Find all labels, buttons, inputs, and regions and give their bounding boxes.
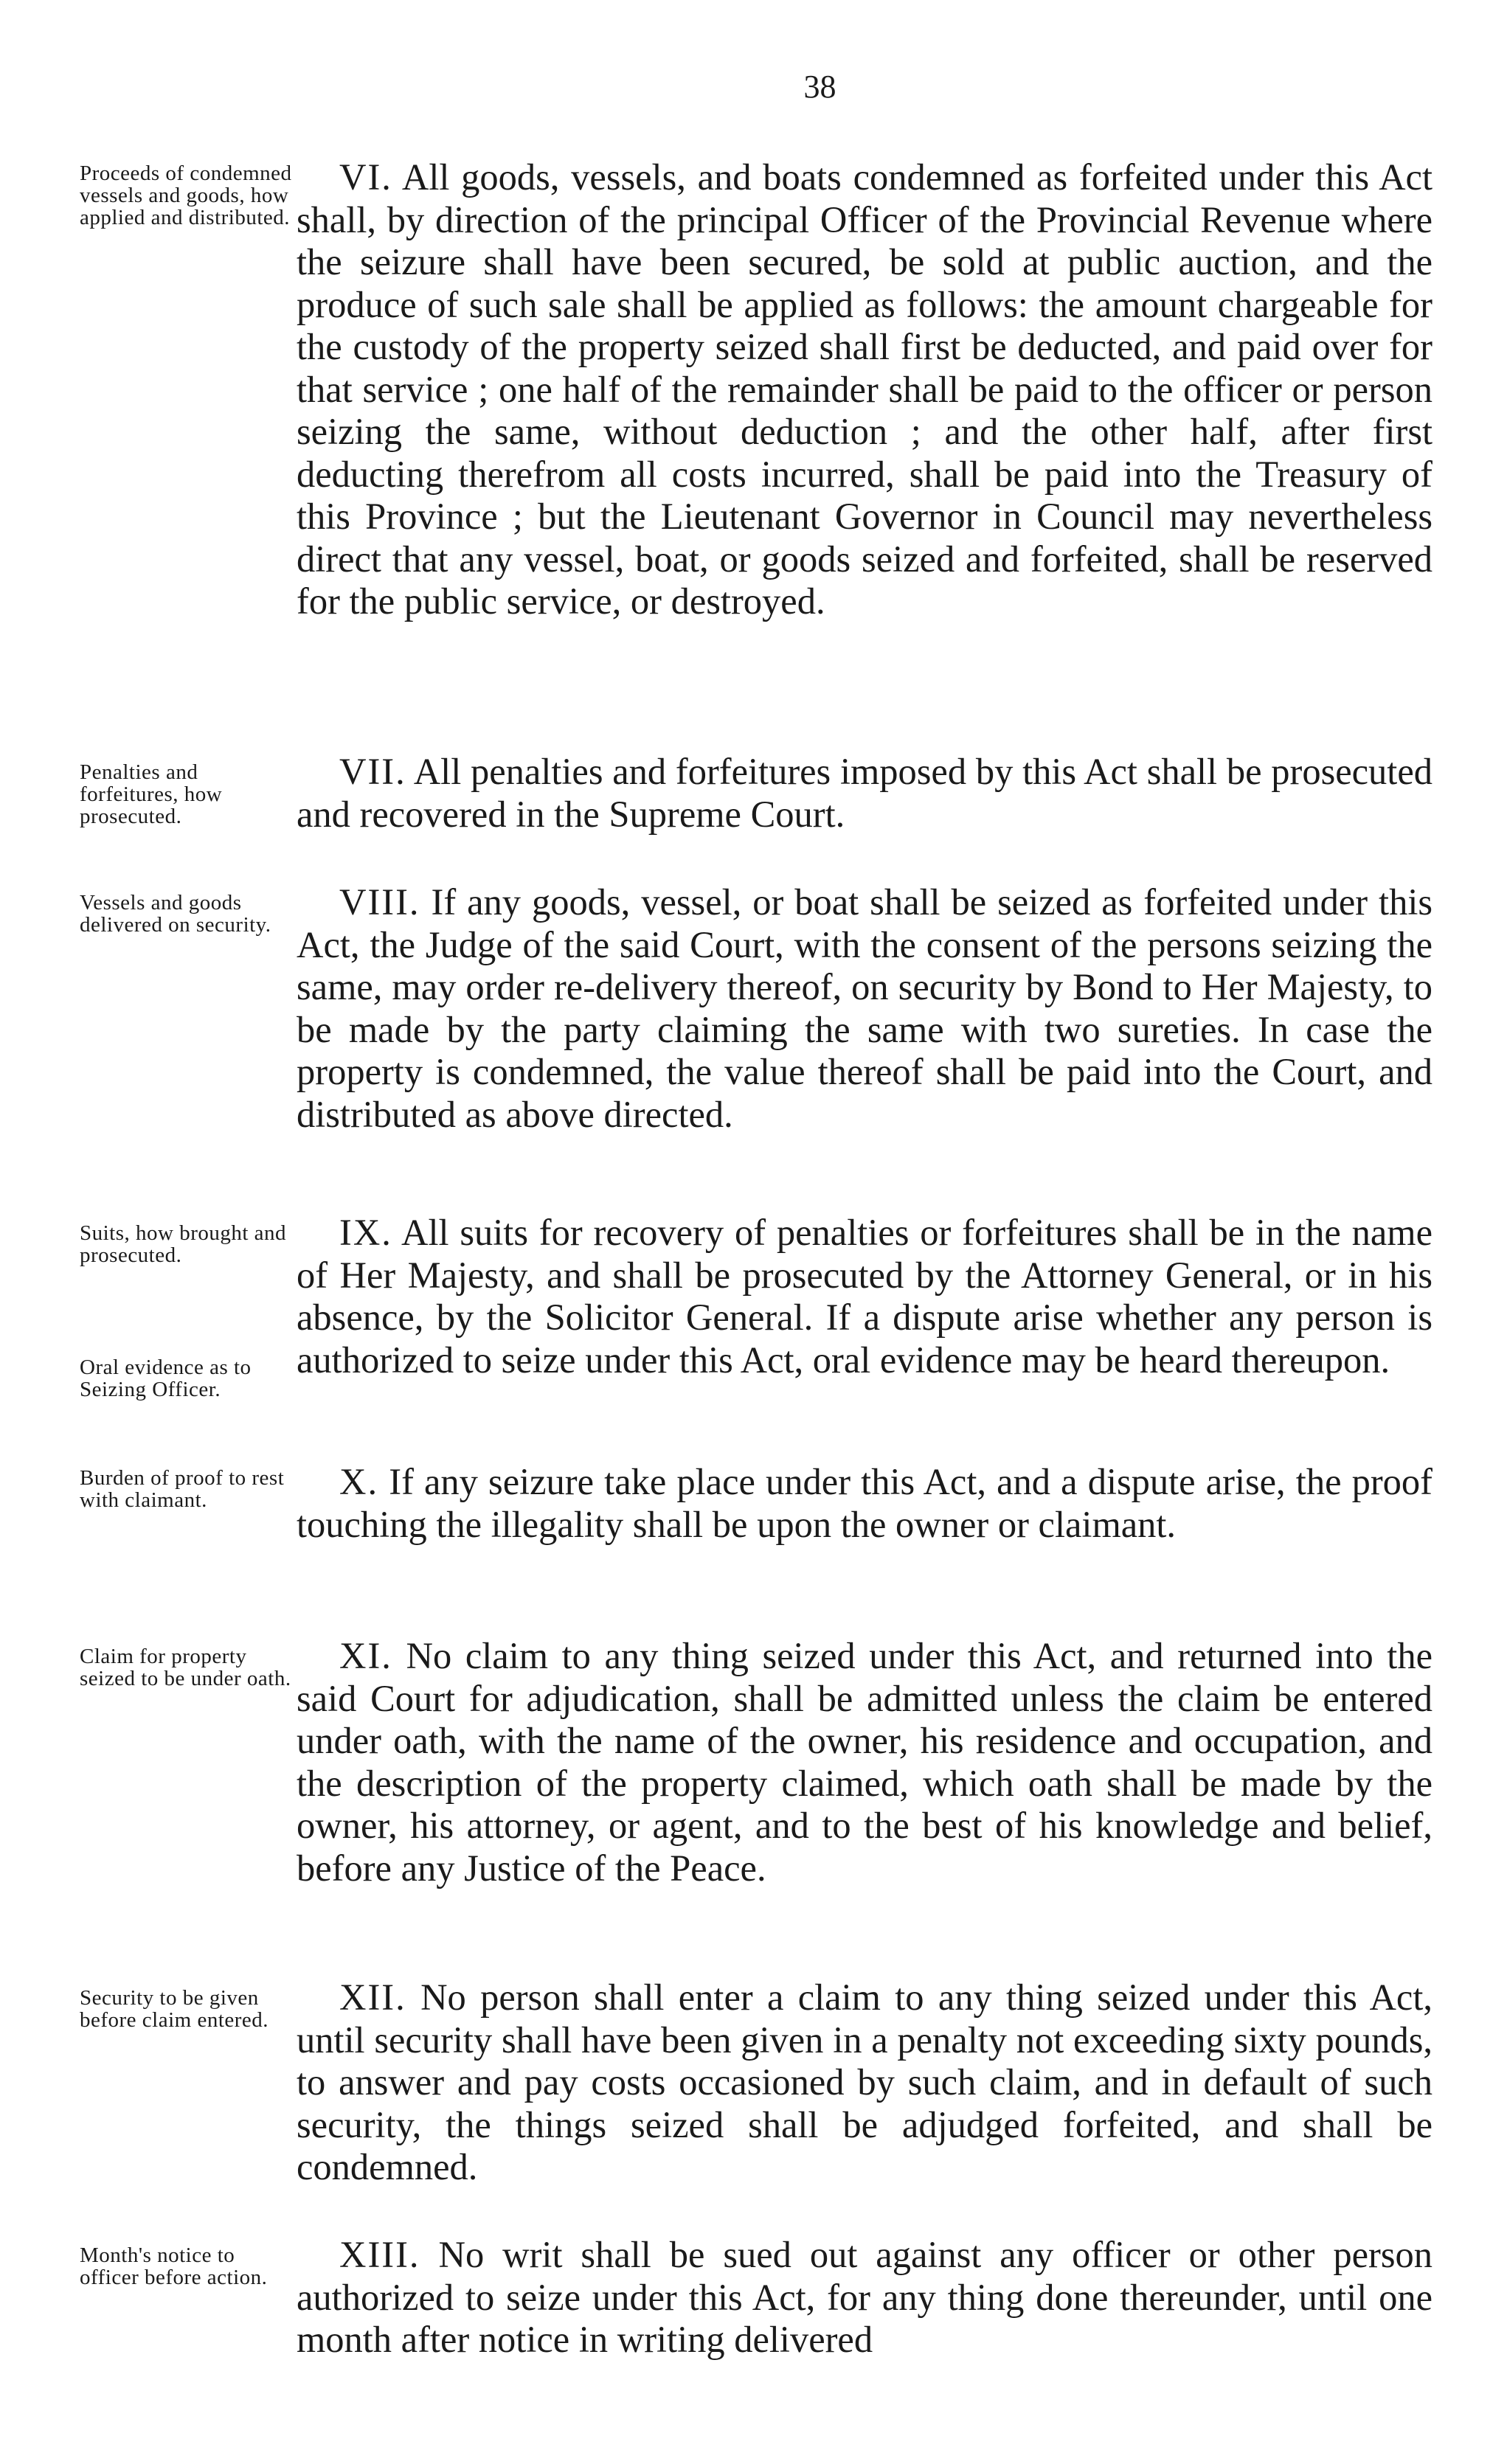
section-text: No person shall enter a claim to any thing seized under this Act, until security shall have been given in a penalty not exceeding sixty pounds, to answer and pay costs occasioned by such claim, and in default of such security, the things seized shall be adjudged forfeited, and shall be condemned. xyxy=(297,1977,1433,2187)
section-text: No claim to any thing seized under this Act, and returned into the said Court for adjudication, shall be admitted unless the claim be entered under oath, with the name of the owner, his residence and occupation, and the description of the property claimed, which oath shall be made by the owner, his attorney, or agent, and to the best of his knowledge and belief, before any Justice of the Peace. xyxy=(297,1635,1432,1889)
marginal-note-text: Vessels and goods delivered on security. xyxy=(80,891,271,937)
marginal-note-text: Proceeds of condemned vessels and goods, how applied and distributed. xyxy=(80,162,292,229)
section-text: No writ shall be sued out against any officer or other person authorized to seize under this Act, for any thing done thereunder, until one month after notice in writing delivered xyxy=(297,2234,1432,2360)
marginal-note xyxy=(80,1987,294,2031)
marginal-note xyxy=(80,761,294,827)
section-number: VII. xyxy=(339,751,406,792)
section-paragraph xyxy=(297,1212,1432,1381)
section-number: VI. xyxy=(339,156,392,198)
section-paragraph xyxy=(297,1461,1432,1546)
section-paragraph xyxy=(297,751,1432,836)
section-paragraph xyxy=(297,1977,1432,2189)
section-number: VIII. xyxy=(339,881,420,923)
section-paragraph xyxy=(297,2234,1432,2361)
marginal-note xyxy=(80,892,294,936)
marginal-note xyxy=(80,2244,294,2288)
marginal-note-text: Suits, how brought and prosecuted. xyxy=(80,1221,287,1267)
marginal-note xyxy=(80,1356,294,1401)
section-number: XII. xyxy=(339,1977,406,2018)
section-paragraph xyxy=(297,156,1432,623)
section-paragraph xyxy=(297,1635,1432,1889)
marginal-note-text: Penalties and forfeitures, how prosecuted. xyxy=(80,760,223,828)
section-number: IX. xyxy=(339,1212,392,1253)
marginal-note-text: Oral evidence as to Seizing Officer. xyxy=(80,1356,252,1401)
section-number: XIII. xyxy=(339,2234,420,2275)
marginal-note xyxy=(80,162,294,229)
section-number: XI. xyxy=(339,1635,392,1676)
marginal-note-text: Burden of proof to rest with claimant. xyxy=(80,1466,285,1512)
section-paragraph xyxy=(297,881,1432,1136)
marginal-note xyxy=(80,1222,294,1266)
section-number: X. xyxy=(339,1461,379,1502)
marginal-note-text: Security to be given before claim entered. xyxy=(80,1986,269,2032)
marginal-note xyxy=(80,1467,294,1511)
marginal-note-text: Month's notice to officer before action. xyxy=(80,2243,268,2289)
section-text: All goods, vessels, and boats condemned as forfeited under this Act shall, by direction of the principal Officer of the Provincial Revenue where the seizure shall have been secured, be sold at public auction, and the produce of such sale shall be applied as follows: the amount chargeable for the custody of the property seized shall first be deducted, and paid over for that service ; one half of the remainder shall be paid to the officer or person seizing the same, without deduction ; and the other half, after first deducting therefrom all costs incurred, shall be paid into the Treasury of this Province ; but the Lieutenant Governor in Council may nevertheless direct that any vessel, boat, or goods seized and forfeited, shall be reserved for the public service, or destroyed. xyxy=(297,156,1432,622)
section-text: All penalties and forfeitures imposed by this Act shall be prosecuted and recovered in the Supreme Court. xyxy=(297,751,1432,835)
section-text: If any seizure take place under this Act, and a dispute arise, the proof touching the illegality shall be upon the owner or claimant. xyxy=(297,1461,1432,1545)
section-text: All suits for recovery of penalties or forfeitures shall be in the name of Her Majesty, and shall be prosecuted by the Attorney General, or in his absence, by the Solicitor General. If a dispute arise whether any person is authorized to seize under this Act, oral evidence may be heard thereupon. xyxy=(297,1212,1433,1381)
page-number: 38 xyxy=(803,69,836,105)
marginal-note-text: Claim for property seized to be under oath. xyxy=(80,1645,291,1690)
marginal-note xyxy=(80,1645,294,1690)
section-text: If any goods, vessel, or boat shall be seized as forfeited under this Act, the Judge of the said Court, with the consent of the persons seizing the same, may order re-delivery thereof, on security by Bond to Her Majesty, to be made by the party claiming the same with two sureties. In case the property is condemned, the value thereof shall be paid into the Court, and distributed as above directed. xyxy=(297,881,1433,1135)
